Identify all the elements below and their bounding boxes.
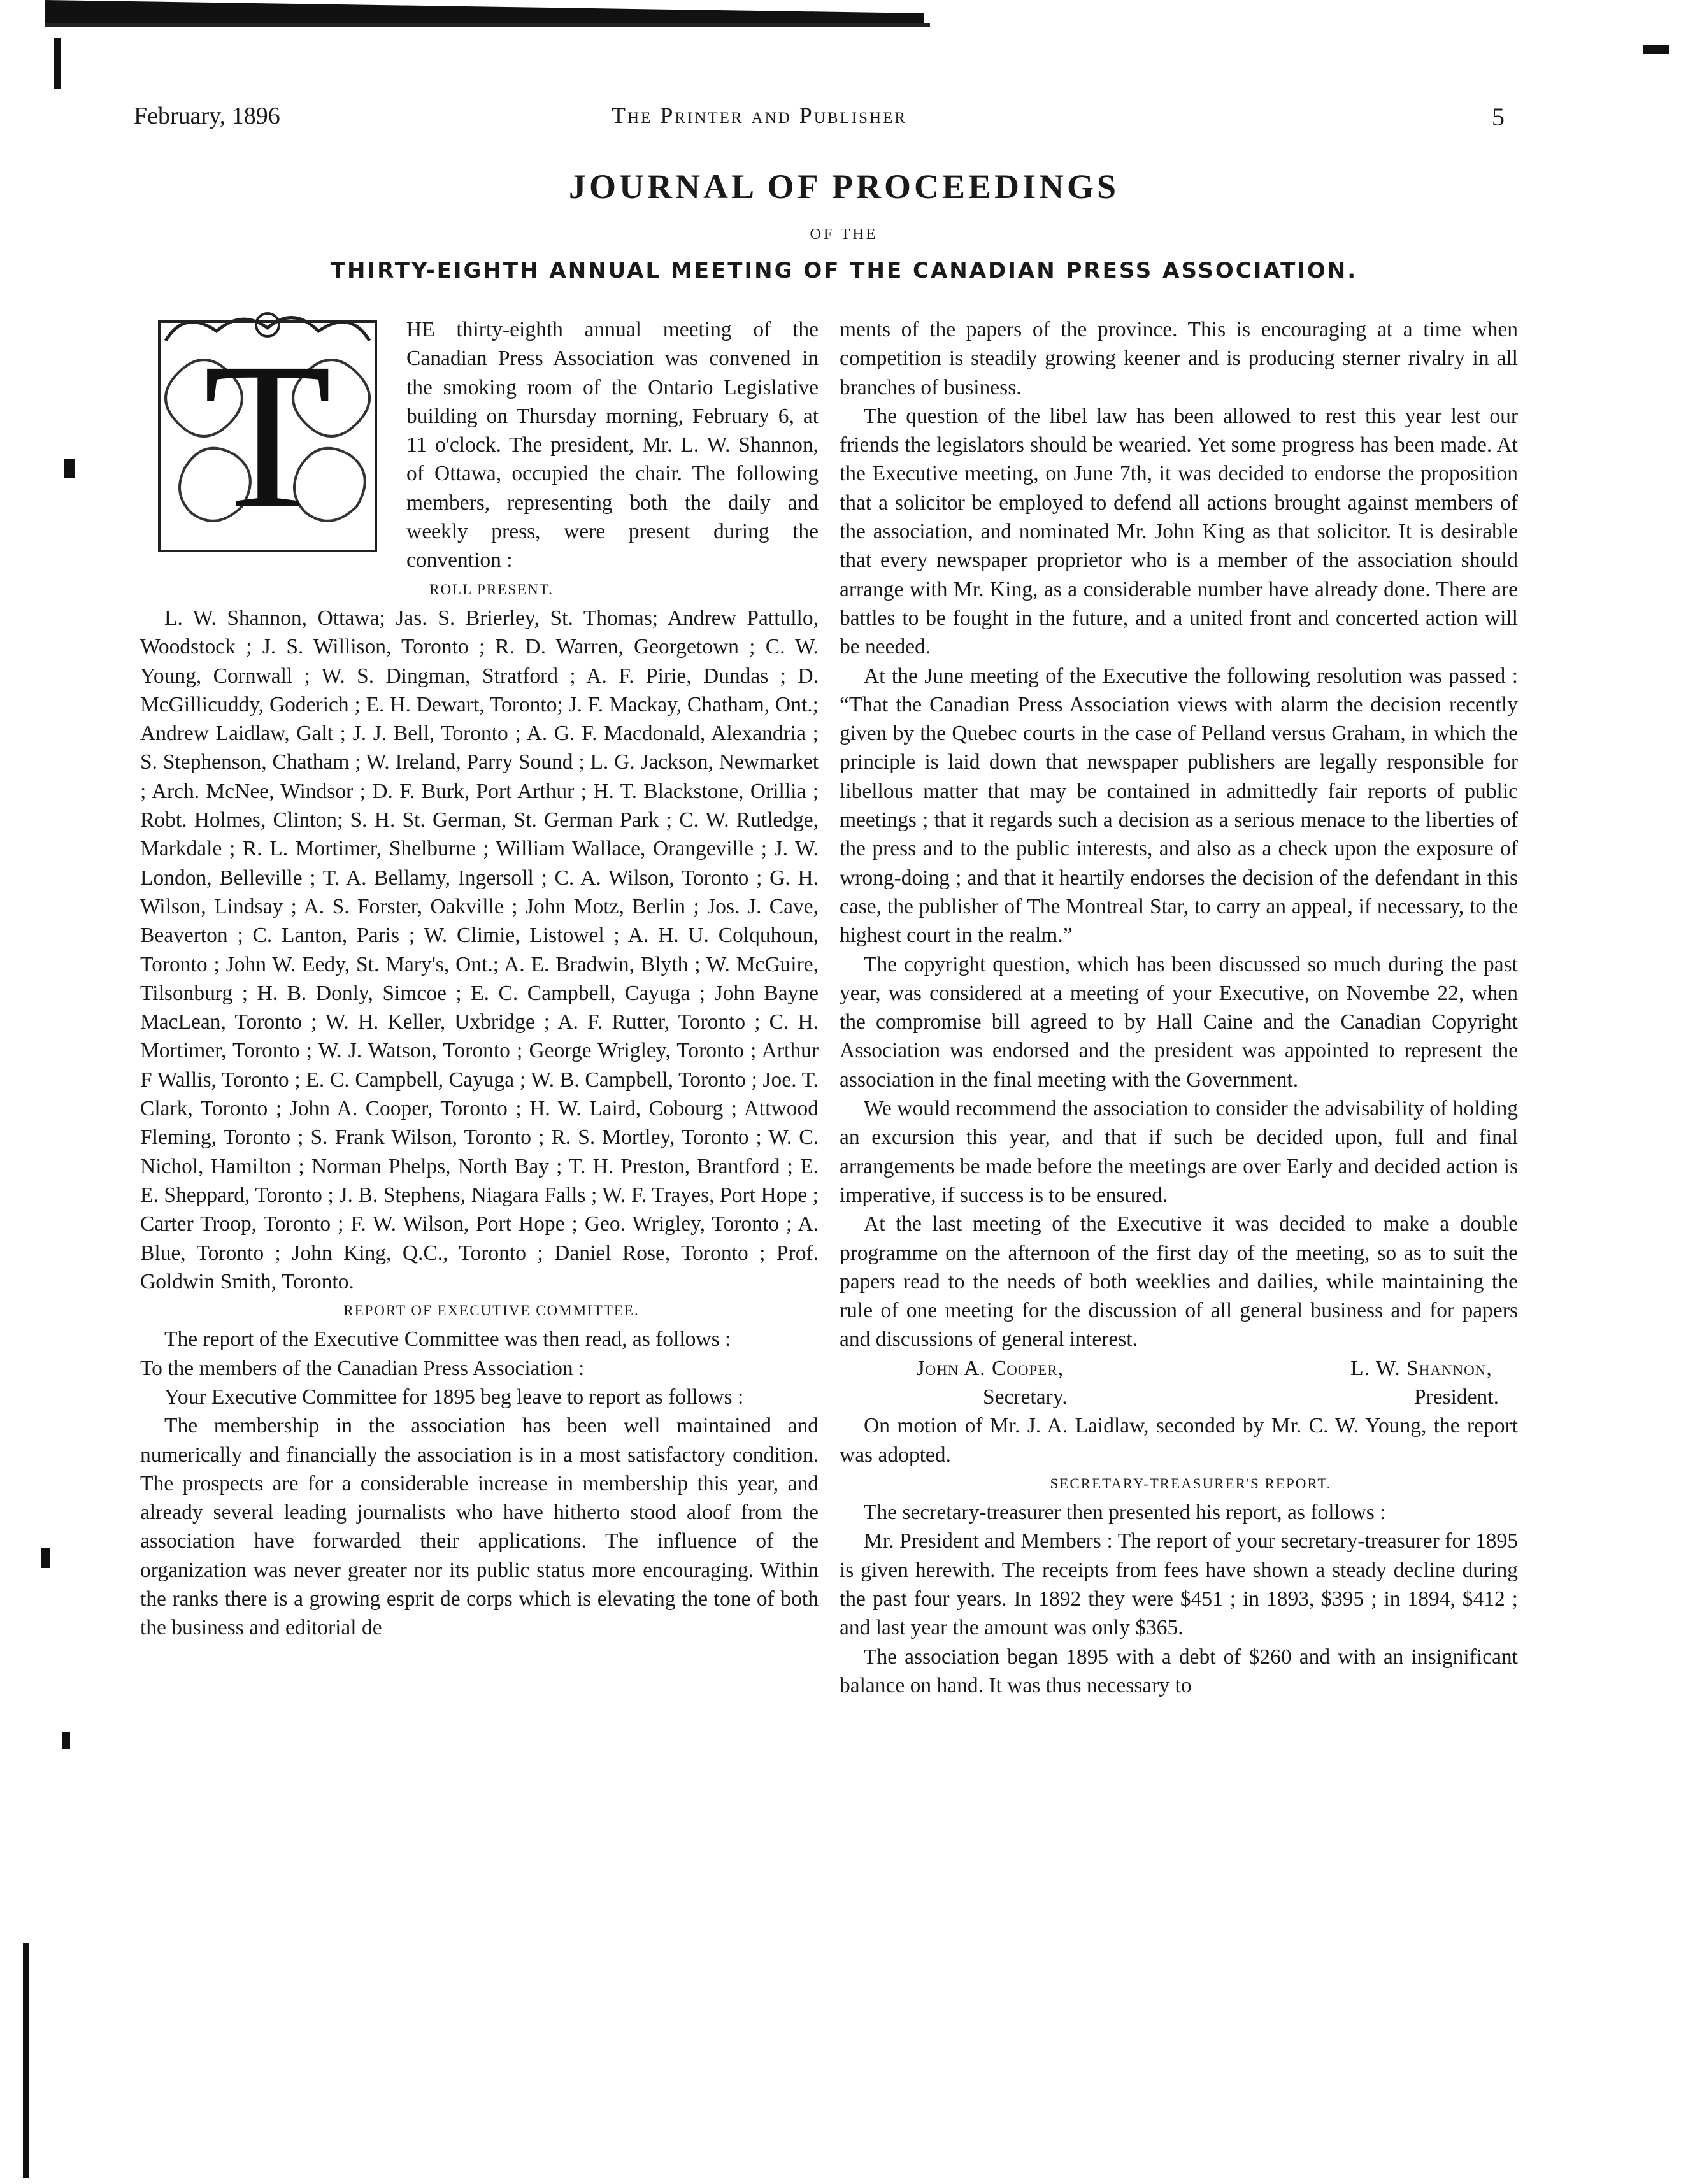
roll-heading: ROLL PRESENT. <box>429 581 554 597</box>
secretary-title: Secretary. <box>983 1385 1068 1409</box>
article-of-the: OF THE <box>810 226 878 243</box>
page-number: 5 <box>1492 103 1505 131</box>
article-subtitle: THIRTY-EIGHTH ANNUAL MEETING OF THE CANADIAN PRESS ASSOCIATION. <box>330 258 1358 283</box>
programme-paragraph: At the last meeting of the Executive it was decided to make a double programme on the afternoon of the first day of the meeting, so as to suit the papers read to the needs of both weeklies and dailies, while maintaining the rule of one meeting for the discussion of all general business and for papers and discussions of general interest. <box>840 1212 1518 1352</box>
scan-edge-line <box>45 23 930 27</box>
treasurer-paragraph: Mr. President and Members : The report of your secretary-treasurer for 1895 is given herewith. The receipts from fees have shown a steady decline during the past four years. In 1892 they were $451 ; in 1893, $395 ; in 1894, $412 ; and last year the amount was only $365. <box>840 1529 1518 1640</box>
motion-paragraph: On motion of Mr. J. A. Laidlaw, seconded by Mr. C. W. Young, the report was adopted. <box>840 1414 1518 1467</box>
scan-speck <box>54 38 61 89</box>
president-name: L. W. Shannon, <box>1350 1356 1492 1380</box>
ornamental-dropcap <box>140 296 395 564</box>
scan-speck <box>41 1548 50 1568</box>
left-column <box>140 315 819 1643</box>
resolution-paragraph: At the June meeting of the Executive the following resolution was passed : “That the Canadian Press Association views with alarm the decision recently given by the Quebec courts in the case of Pelland versus Graham, in which the principle is laid down that newspaper publishers are legally responsible for libellous matter that may be contained in admittedly fair reports of public meetings ; that it regards such a decision as a serious menace to the liberties of the press and to the public interests, and also as a check upon the exposure of wrong-doing ; and that it heartily endorses the decision of the defendant in this case, the publisher of The Montreal Star, to carry an appeal, if necessary, to the highest court in the realm.” <box>840 664 1518 948</box>
libel-paragraph: The question of the libel law has been allowed to rest this year lest our friends the legislators should be wearied. Yet some progress has been made. At the Executive meeting, on June 7th, it was decided to endorse the proposition that a solicitor be employed to defend all actions brought against members of the association, and nominated Mr. John King as that solicitor. It is desirable that every newspaper proprietor who is a member of the association should arrange with Mr. King, as a considerable number have already done. There are battles to be fought in the future, and a united front and concerted action will be needed. <box>840 404 1518 659</box>
scan-speck <box>62 1732 70 1749</box>
executive-address: To the members of the Canadian Press Association : <box>140 1356 585 1380</box>
issue-date: February, 1896 <box>134 103 280 129</box>
executive-paragraph: Your Executive Committee for 1895 beg leave to report as follows : <box>164 1385 744 1409</box>
running-head <box>0 102 1688 140</box>
intro-paragraph: HE thirty-eighth annual meeting of the Canadian Press Association was convened in the smoking room of the Ontario Legislative building on Thursday morning, February 6, at 11 o'clock. The president, Mr. L. W. Shannon, of Ottawa, occupied the chair. The following members, representing both the daily and weekly press, were present during the convention : <box>406 318 819 573</box>
article-title: JOURNAL OF PROCEEDINGS <box>568 168 1120 206</box>
treasurer-heading: SECRETARY-TREASURER'S REPORT. <box>1050 1475 1332 1492</box>
secretary-name: John A. Cooper, <box>916 1356 1064 1380</box>
right-column <box>840 315 1518 1700</box>
dropcap-letter: T <box>203 320 332 552</box>
signature-president <box>1344 1354 1499 1412</box>
executive-intro: The report of the Executive Committee was then read, as follows : <box>164 1327 731 1352</box>
excursion-paragraph: We would recommend the association to consider the advisability of holding an excursion this year, and that if such be decided upon, full and final arrangements be made before the meetings are over Early and decided action is imperative, if success is to be ensured. <box>840 1097 1518 1207</box>
executive-paragraph: The membership in the association has been well maintained and numerically and financially the association is in a most satisfactory condition. The prospects are for a considerable increase in membership this year, and already several leading journalists who have hitherto stood aloof from the association have forwarded their applications. The influence of the organization was never greater nor its public status more encouraging. Within the ranks there is a growing esprit de corps which is elevating the tone of both the business and editorial de <box>140 1414 819 1640</box>
executive-heading: REPORT OF EXECUTIVE COMMITTEE. <box>343 1303 640 1319</box>
roll-list: L. W. Shannon, Ottawa; Jas. S. Brierley, St. Thomas; Andrew Pattullo, Woodstock ; J. S. Willison, Toronto ; R. D. Warren, Georgetown ; C. W. Young, Cornwall ; W. S. Dingman, Stratford ; A. F. Pirie, Dundas ; D. McGillicuddy, Goderich ; E. H. Dewart, Toronto; J. F. Mackay, Chatham, Ont.; Andrew Laidlaw, Galt ; J. J. Bell, Toronto ; A. G. F. Macdonald, Alexandria ; S. Stephenson, Chatham ; W. Ireland, Parry Sound ; L. G. Jackson, Newmarket ; Arch. McNee, Windsor ; D. F. Burk, Port Arthur ; H. T. Blackstone, Orillia ; Robt. Holmes, Clinton; S. H. St. German, St. German Park ; C. W. Rutledge, Markdale ; R. L. Mortimer, Shelburne ; William Wallace, Orangeville ; J. W. London, Belleville ; T. A. Bellamy, Ingersoll ; C. A. Wilson, Toronto ; G. H. Wilson, Lindsay ; A. S. Forster, Oakville ; John Motz, Berlin ; Jos. J. Cave, Beaverton ; C. Lanton, Paris ; W. Climie, Listowel ; A. H. U. Colquhoun, Toronto ; John W. Eedy, St. Mary's, Ont.; A. E. Bradwin, Blyth ; W. McGuire, Tilsonburg ; H. B. Donly, Simcoe ; E. C. Campbell, Cayuga ; John Bayne MacLean, Toronto ; W. H. Keller, Uxbridge ; A. F. Rutter, Toronto ; C. H. Mortimer, Toronto ; W. J. Watson, Toronto ; George Wrigley, Toronto ; Arthur F Wallis, Toronto ; E. C. Campbell, Cayuga ; W. B. Campbell, Toronto ; Joe. T. Clark, Toronto ; John A. Cooper, Toronto ; H. W. Laird, Cobourg ; Attwood Fleming, Toronto ; S. Frank Wilson, Toronto ; R. S. Mortley, Toronto ; W. C. Nichol, Hamilton ; Norman Phelps, North Bay ; T. H. Preston, Brantford ; E. E. Sheppard, Toronto ; J. B. Stephens, Niagara Falls ; W. F. Trayes, Port Hope ; Carter Troop, Toronto ; F. W. Wilson, Port Hope ; Geo. Wrigley, Toronto ; A. Blue, Toronto ; John King, Q.C., Toronto ; Daniel Rose, Toronto ; Prof. Goldwin Smith, Toronto. <box>140 606 819 1294</box>
copyright-paragraph: The copyright question, which has been discussed so much during the past year, was considered at a meeting of your Executive, on Novembe 22, when the compromise bill agreed to by Hall Caine and the Canadian Copyright Association was endorsed and the president was appointed to represent the association in the final meeting with the Government. <box>840 952 1518 1092</box>
signatures <box>840 1354 1518 1412</box>
treasurer-intro: The secretary-treasurer then presented his report, as follows : <box>864 1501 1386 1525</box>
treasurer-paragraph: The association began 1895 with a debt of $260 and with an insignificant balance on hand. It was thus necessary to <box>840 1645 1518 1697</box>
scan-edge-bar <box>45 0 924 24</box>
president-title: President. <box>1413 1385 1499 1409</box>
continued-paragraph: ments of the papers of the province. This is encouraging at a time when competition is steadily growing keener and is producing sterner rivalry in all branches of business. <box>840 318 1518 399</box>
scan-speck <box>23 1943 29 2178</box>
scan-speck <box>1643 45 1669 54</box>
publication-title: The Printer and Publisher <box>612 103 908 128</box>
scan-speck <box>64 459 75 478</box>
signature-secretary <box>913 1354 1068 1412</box>
